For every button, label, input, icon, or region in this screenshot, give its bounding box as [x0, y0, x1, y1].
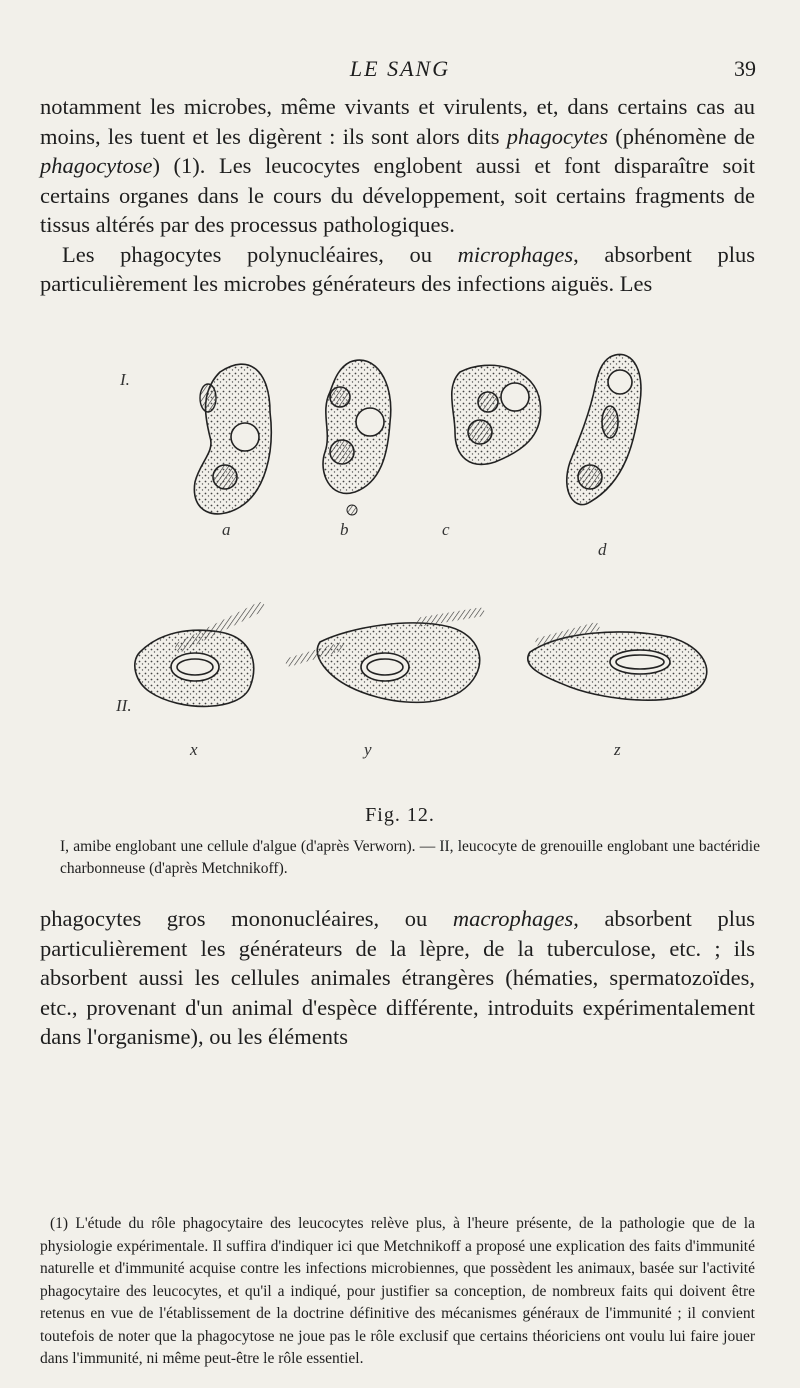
algae-cell: [347, 505, 357, 515]
figure-caption: I, amibe englobant une cellule d'algue (d'après Verworn). — II, leucocyte de grenouille englobant une bactéridie charbonneuse (d'après Metchnikoff).: [60, 838, 760, 877]
bacteridium-rod: [420, 612, 480, 622]
text-segment: , absorbent plus particulièrement les générateurs de la lèpre, de la tuberculose, etc. ; ils absorbent aussi les cellules animales étrangères (hématies, spermatozoïdes, etc., provenant d'un animal d'espèce différente, introduits expérimentalement dans l'organisme), ou les éléments: [40, 906, 756, 1049]
figure-title: Fig. 12.: [365, 804, 435, 826]
panel-label: z: [614, 740, 621, 759]
algae-cell: [200, 384, 216, 412]
panel-label: b: [340, 520, 349, 539]
text-segment: Les phagocytes polynucléaires, ou: [62, 241, 458, 267]
paragraph-1: [40, 92, 755, 299]
text-segment: ) (1). Les leucocytes englobent aussi et font disparaître soit certains organes dans le cours du développement, soit certains fragments de tissus altérés par des processus pathologiques.: [40, 153, 755, 237]
footnote-text: (1) L'étude du rôle phagocytaire des leucocytes relève plus, à l'heure présente, de la pathologie que de la physiologie expérimentale. Il suffira d'indiquer ici que Metchnikoff a proposé une explication des faits d'immunité naturelle et d'immunité acquise contre les infections microbiennes, que possèdent les animaux, basée sur l'activité phagocytaire des leucocytes, et qu'il a indiqué, pour justifier sa conception, de nombreux faits qui doivent être retenus en vue de l'établissement de la doctrine définitive des mécanismes généraux de l'immunité ; il convient toutefois de noter que la phagocytose ne joue pas le rôle exclusif que certains théoriciens ont voulu lui faire jouer dans l'immunité, ni même peut-être le rôle essentiel.: [40, 1215, 755, 1367]
panel-label: d: [598, 540, 607, 559]
figure-row-label: II.: [116, 696, 132, 715]
text-segment: phagocytes gros mononucléaires, ou: [40, 906, 453, 931]
panel-label: c: [442, 520, 450, 539]
emphasis-term: microphages: [457, 241, 574, 267]
leucocyte-y: [317, 623, 479, 702]
amoeba-c: [452, 365, 541, 464]
amoeba-b: [323, 360, 391, 493]
running-head: [40, 56, 760, 84]
paragraph-2: [40, 904, 755, 1052]
running-title: LE SANG: [349, 56, 451, 81]
phagocytosis-drawing: [120, 342, 740, 772]
emphasis-term: phagocytes: [506, 123, 608, 149]
text-segment: notamment les microbes, même vivants et virulents, et, dans certains cas au moins, les tuent et les digèrent : ils sont alors dits: [40, 94, 755, 149]
panel-label: x: [190, 740, 198, 759]
figure-row-label: I.: [120, 370, 130, 389]
page-number: 39: [734, 56, 756, 81]
emphasis-term: phagocytose: [40, 153, 153, 178]
text-segment: (phénomène de: [608, 123, 755, 149]
panel-label: a: [222, 520, 231, 539]
emphasis-term: macrophages: [452, 906, 574, 931]
panel-label: y: [364, 740, 372, 759]
figure-12-illustration: [116, 342, 740, 772]
footnote: [40, 1213, 755, 1371]
amoeba-d: [567, 354, 641, 504]
text-segment: , absorbent plus particulièrement les microbes générateurs des infections aiguës. Les: [40, 241, 756, 296]
